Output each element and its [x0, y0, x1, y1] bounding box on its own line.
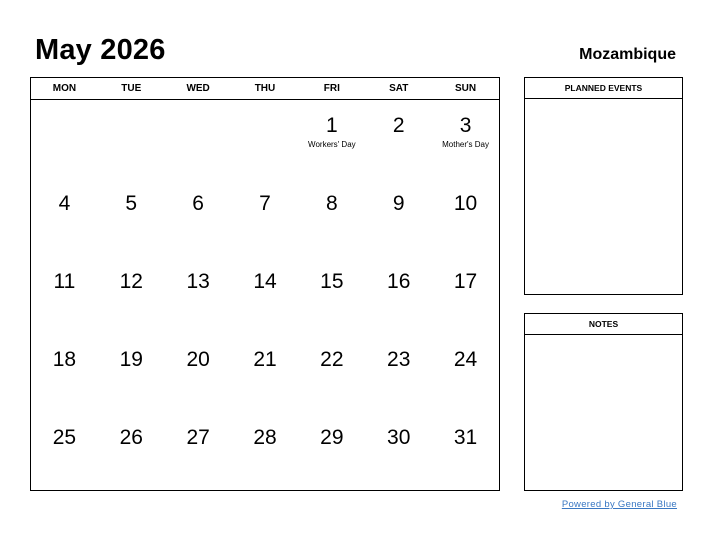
day-cell: [98, 254, 165, 332]
day-cell: [165, 332, 232, 410]
day-number: 4: [58, 192, 71, 215]
day-cell: [365, 410, 432, 488]
day-cell: [31, 100, 98, 176]
day-number: 28: [253, 426, 277, 449]
planned-events-heading: PLANNED EVENTS: [525, 78, 682, 99]
notes-heading: NOTES: [525, 314, 682, 335]
calendar-days: [31, 100, 499, 488]
day-cell: [365, 332, 432, 410]
day-number: 22: [320, 348, 344, 371]
day-number: 31: [453, 426, 478, 449]
day-cell: [432, 410, 499, 488]
day-cell: [432, 100, 499, 176]
day-number: 5: [125, 192, 138, 215]
day-cell: [232, 176, 299, 254]
day-number: 26: [119, 426, 143, 449]
holiday-label: Workers' Day: [308, 140, 356, 149]
weekday-mon: MON: [52, 83, 77, 94]
planned-events-panel: [524, 77, 683, 295]
day-number: 10: [453, 192, 478, 215]
day-number: 11: [53, 270, 76, 293]
day-number: [31, 100, 98, 114]
calendar-grid: [30, 77, 500, 491]
day-cell: [31, 254, 98, 332]
day-number: 8: [326, 192, 338, 215]
day-number: 16: [387, 270, 411, 293]
day-cell: [31, 332, 98, 410]
day-cell: [298, 176, 365, 254]
day-cell: [298, 100, 365, 176]
day-cell: [31, 410, 98, 488]
day-number: 13: [186, 270, 210, 293]
day-cell: [432, 254, 499, 332]
day-number: 9: [392, 192, 405, 215]
page-title: May 2026: [35, 34, 166, 66]
day-number: 3: [459, 114, 472, 137]
day-cell: [232, 410, 299, 488]
day-number: 30: [387, 426, 411, 449]
day-number: 1: [326, 114, 338, 137]
day-cell: [432, 176, 499, 254]
day-number: [98, 100, 165, 114]
day-number: 29: [320, 426, 344, 449]
day-cell: [232, 254, 299, 332]
day-cell: [98, 176, 165, 254]
day-cell: [365, 100, 432, 176]
weekday-sun: SUN: [455, 83, 477, 94]
day-cell: [165, 254, 232, 332]
day-number: 27: [186, 426, 210, 449]
powered-by-link[interactable]: Powered by General Blue: [561, 499, 677, 510]
day-number: 6: [192, 192, 204, 215]
notes-panel: [524, 313, 683, 491]
day-number: 17: [453, 270, 478, 293]
day-cell: [98, 100, 165, 176]
day-number: 23: [387, 348, 411, 371]
day-number: 2: [392, 114, 405, 137]
day-cell: [232, 332, 299, 410]
weekday-sat: SAT: [389, 83, 409, 94]
holiday-label: Mother's Day: [442, 140, 489, 149]
day-cell: [432, 332, 499, 410]
day-number: 18: [52, 348, 77, 371]
day-cell: [165, 410, 232, 488]
day-number: [165, 100, 232, 114]
day-cell: [365, 254, 432, 332]
day-number: 19: [119, 348, 143, 371]
weekday-wed: WED: [186, 83, 210, 94]
weekday-header: [31, 78, 499, 100]
day-number: 25: [52, 426, 77, 449]
day-cell: [298, 410, 365, 488]
day-number: [232, 100, 299, 114]
day-cell: [232, 100, 299, 176]
day-cell: [298, 254, 365, 332]
day-cell: [31, 176, 98, 254]
day-cell: [298, 332, 365, 410]
day-cell: [165, 100, 232, 176]
day-cell: [165, 176, 232, 254]
weekday-thu: THU: [254, 83, 276, 94]
weekday-tue: TUE: [121, 83, 142, 94]
country-label: Mozambique: [579, 46, 676, 63]
day-number: 15: [320, 270, 344, 293]
day-number: 7: [259, 192, 271, 215]
day-number: 12: [119, 270, 143, 293]
day-number: 20: [186, 348, 210, 371]
day-number: 21: [253, 348, 277, 371]
weekday-fri: FRI: [323, 83, 340, 94]
day-number: 24: [453, 348, 478, 371]
day-cell: [98, 332, 165, 410]
day-cell: [98, 410, 165, 488]
day-cell: [365, 176, 432, 254]
day-number: 14: [253, 270, 277, 293]
